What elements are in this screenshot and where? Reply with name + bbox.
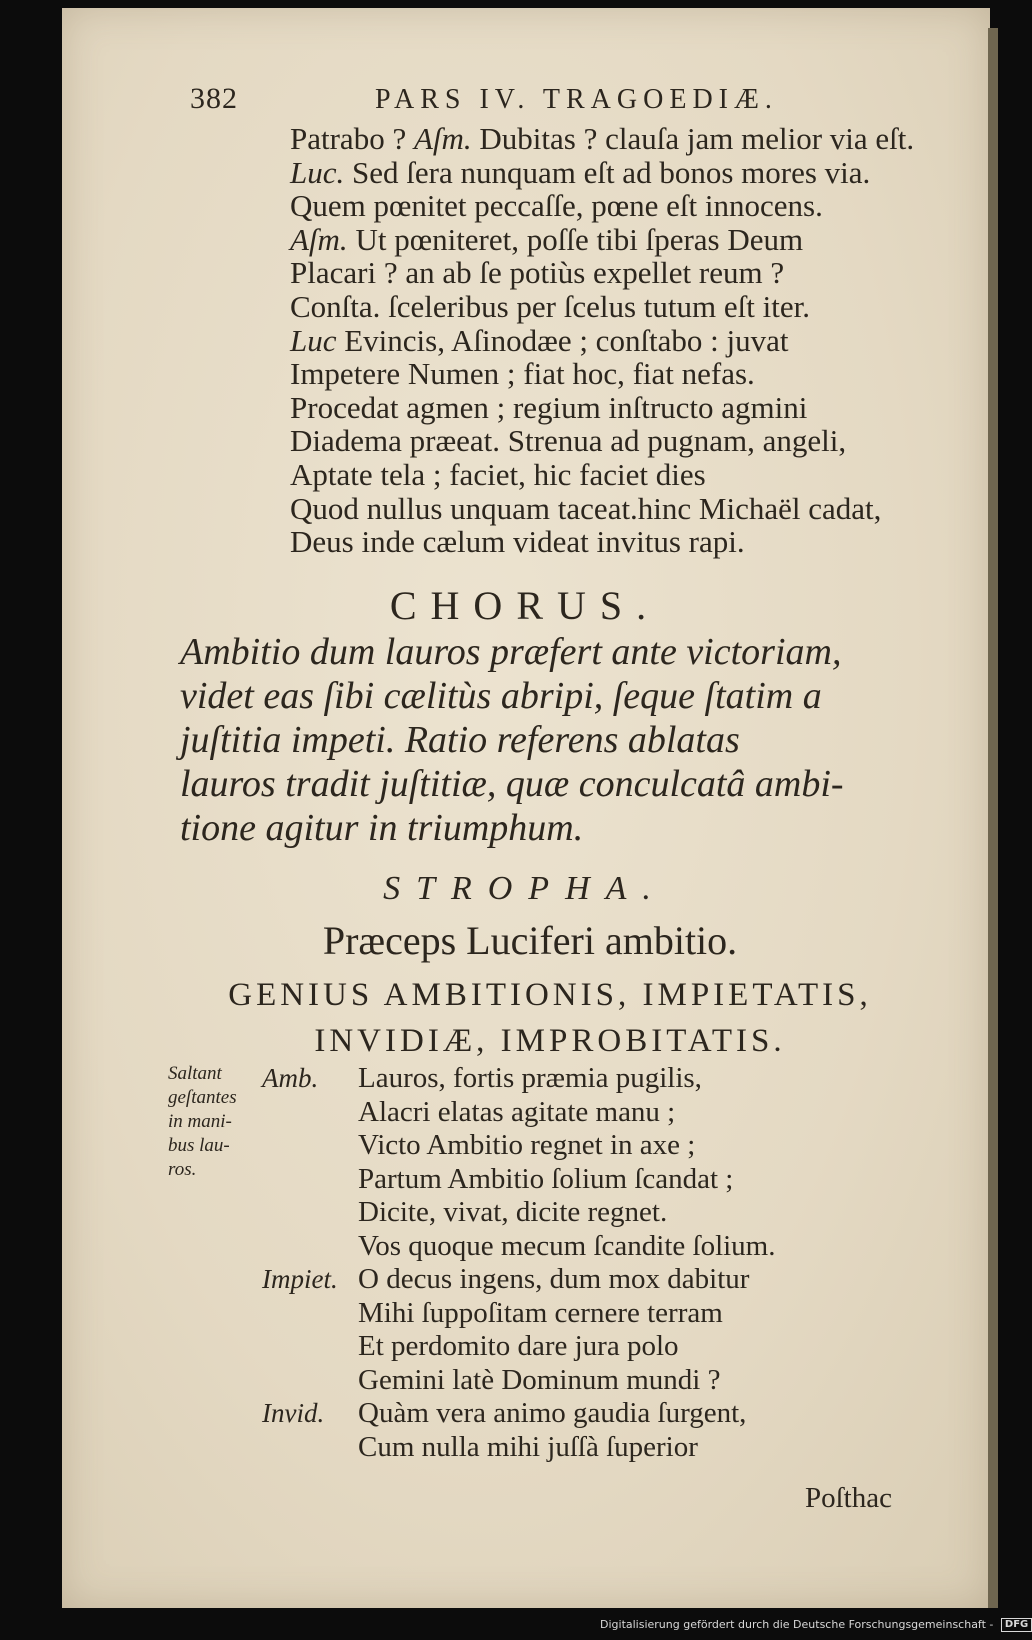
page-edge	[988, 28, 998, 1608]
stage-direction-line: Saltant	[168, 1063, 222, 1084]
verse-line	[290, 189, 950, 223]
stropha-line	[262, 1364, 922, 1398]
verse-text: Et perdomito dare jura polo	[358, 1330, 679, 1362]
stropha-line	[262, 1431, 922, 1465]
verse-text: Lauros, fortis præmia pugilis,	[358, 1062, 702, 1094]
speaker-name: Luc.	[290, 154, 345, 190]
verse-text: Ut pœniteret, poſſe tibi ſperas Deum	[347, 221, 804, 257]
stropha-line	[262, 1297, 922, 1331]
verse-line	[290, 492, 950, 526]
chorus-title: CHORUS.	[389, 583, 661, 628]
footer-credit	[600, 1618, 1029, 1636]
stropha-label: STROPHA.	[383, 870, 667, 907]
argument-line: Ambitio dum lauros præfert ante victoriam,	[180, 631, 842, 673]
verse-line	[290, 223, 950, 257]
verse-text: Dicite, vivat, dicite regnet.	[358, 1196, 668, 1228]
verse-text: Placari ? an ab ſe potiùs expellet reum ?	[290, 255, 785, 291]
verse-text: Sed ſera nunquam eſt ad bonos mores via.	[344, 154, 871, 190]
verse-line	[290, 290, 950, 324]
verse-text: Patrabo ?	[290, 121, 414, 156]
stropha-line	[262, 1263, 922, 1297]
stage-direction-line: bus lau-	[168, 1135, 230, 1156]
stage-direction-line: ros.	[168, 1159, 197, 1180]
page-header	[190, 78, 830, 122]
verse-text: Procedat agmen ; regium inſtructo agmini	[290, 389, 808, 425]
verse-text: Quem pœnitet peccaſſe, pœne eſt innocens.	[290, 188, 823, 224]
speaker-name: Amb.	[262, 1063, 319, 1093]
stage-direction-line: geſtantes	[168, 1087, 237, 1108]
verse-text: Aptate tela ; faciet, hic faciet dies	[290, 456, 706, 492]
running-head: PARS IV. TRAGOEDIÆ.	[375, 84, 778, 115]
speaker-name: Luc	[290, 322, 337, 358]
verse-line	[290, 357, 950, 391]
argument-line: juſtitia impeti. Ratio referens ablatas	[180, 719, 740, 761]
verse-line	[290, 424, 950, 458]
verse-line	[290, 156, 950, 190]
verse-text: Diadema præeat. Strenua ad pugnam, angeli,	[290, 423, 847, 459]
page-number: 382	[190, 82, 238, 115]
argument-line: videt eas ſibi cælitùs abripi, ſeque ſtatim a	[180, 675, 822, 717]
catchword: Poſthac	[805, 1482, 892, 1514]
verse-text: Victo Ambitio regnet in axe ;	[358, 1129, 696, 1161]
speaker-name: Invid.	[262, 1398, 325, 1428]
verse-line	[290, 525, 950, 559]
argument-line: tione agitur in triumphum.	[180, 807, 584, 849]
stropha-line	[262, 1397, 922, 1431]
personae-list	[170, 972, 930, 1064]
personae-line: GENIUS AMBITIONIS, IMPIETATIS,	[228, 977, 872, 1013]
speaker-name: Aſm.	[413, 121, 472, 156]
chorus-argument	[180, 630, 920, 850]
verse-text: Alacri elatas agitate manu ;	[358, 1095, 676, 1128]
verse-text: Vos quoque mecum ſcandite ſolium.	[358, 1229, 776, 1262]
verse-text: Impetere Numen ; fiat hoc, fiat nefas.	[290, 356, 755, 392]
verse-line	[290, 391, 950, 425]
stropha-line	[262, 1129, 922, 1163]
verse-text: Quàm vera animo gaudia ſurgent,	[358, 1397, 747, 1429]
stropha-verse	[262, 1062, 922, 1464]
verse-line	[290, 256, 950, 290]
dialogue-verse	[290, 122, 950, 559]
verse-text: Partum Ambitio ſolium ſcandat ;	[358, 1162, 734, 1195]
speaker-name: Impiet.	[262, 1264, 338, 1294]
verse-text: Quod nullus unquam taceat.hinc Michaël cadat,	[290, 490, 882, 526]
stropha-title: Præceps Luciferi ambitio.	[322, 918, 738, 963]
stropha-line	[262, 1230, 922, 1264]
verse-line	[290, 122, 950, 156]
personae-line: INVIDIÆ, IMPROBITATIS.	[314, 1023, 786, 1059]
stage-direction-line: in mani-	[168, 1111, 232, 1132]
verse-text: Cum nulla mihi juſſà ſuperior	[358, 1430, 698, 1463]
stropha-line	[262, 1163, 922, 1197]
stropha-line	[262, 1062, 922, 1096]
stage-direction	[168, 1062, 258, 1182]
verse-text: O decus ingens, dum mox dabitur	[358, 1263, 750, 1295]
footer-text: Digitalisierung gefördert durch die Deutsche Forschungsgemeinschaft -	[600, 1618, 994, 1631]
dfg-logo: DFG	[1001, 1618, 1032, 1632]
verse-text: Conſta. ſceleribus per ſcelus tutum eſt iter.	[290, 288, 810, 324]
verse-text: Deus inde cælum videat invitus rapi.	[290, 524, 745, 560]
verse-line	[290, 458, 950, 492]
verse-text: Mihi ſuppoſitam cernere terram	[358, 1296, 723, 1329]
argument-line: lauros tradit juſtitiæ, quæ conculcatâ ambi-	[180, 763, 844, 805]
speaker-name: Aſm.	[290, 221, 348, 257]
verse-text: Dubitas ? clauſa jam melior via eſt.	[471, 121, 915, 156]
verse-line	[290, 324, 950, 358]
stropha-line	[262, 1330, 922, 1364]
stropha-line	[262, 1196, 922, 1230]
stropha-line	[262, 1096, 922, 1130]
verse-text: Gemini latè Dominum mundi ?	[358, 1363, 721, 1396]
verse-text: Evincis, Aſinodæe ; conſtabo : juvat	[336, 322, 789, 358]
